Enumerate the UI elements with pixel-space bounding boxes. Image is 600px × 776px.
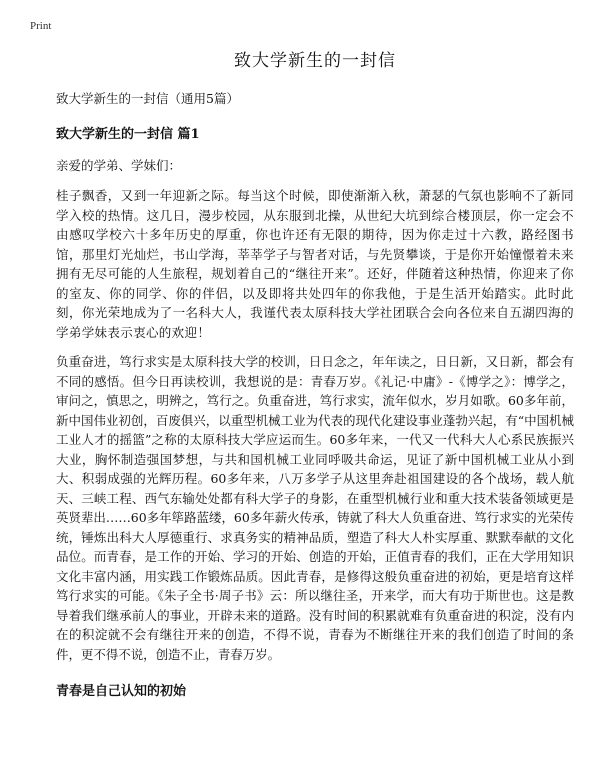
body-paragraph-1: 桂子飘香，又到一年迎新之际。每当这个时候，即使渐渐入秋，萧瑟的气氛也影响不了新同学入校的热情。这几日，漫步校园，从东服到北操，从世纪大坑到综合楼顶层，你一定会不由感叹学校六十多年历史的厚重，你也许还有无限的期待，因为你走过十六教，路经图书馆，那里灯光灿烂，书山学海，莘莘学子与智者对话，与先贤攀谈，于是你开始憧憬着未来拥有无尽可能的人生旅程，规划着自己的“继往开来”。还好，伴随着这种热情，你迎来了你的室友、你的同学、你的伴侣，以及即将共处四年的你我他，于是生活开始踏实。此时此刻，你光荣地成为了一名科大人，我谨代表太原科技大学社团联合会向各位来自五湖四海的学弟学妹表示衷心的欢迎！ [56, 188, 574, 340]
section-heading-2: 青春是自己认知的初始 [56, 684, 187, 699]
body-paragraph-2: 负重奋进，笃行求实是太原科技大学的校训，日日念之，年年读之，日日新，又日新，都会有不同的感悟。但今日再读校训，我想说的是：青春万岁。《礼记·中庸》-《博学之》：博学之，审问之，慎思之，明辨之，笃行之。负重奋进，笃行求实，流年似水，岁月如歌。60多年前，新中国伟业初创，百废俱兴，以重型机械工业为代表的现代化建设事业蓬勃兴起，有“中国机械工业人才的摇篮”之称的太原科技大学应运而生。60多年来，一代又一代科大人心系民族振兴大业，胸怀制造强国梦想，与共和国机械工业同呼吸共命运，见证了新中国机械工业从小到大、积弱成强的光辉历程。60多年来，八万多学子从这里奔赴祖国建设的各个战场，载人航天、三峡工程、西气东输处处都有科大学子的身影，在重型机械行业和重大技术装备领域更是英贤辈出……60多年筚路蓝缕，60多年薪火传承，铸就了科大人负重奋进、笃行求实的光荣传统，锤炼出科大人厚德重行、求真务实的精神品质，塑造了科大人朴实厚重、默默奉献的文化品位。而青春，是工作的开始、学习的开始、创造的开始，正值青春的我们，正在大学用知识文化丰富内涵，用实践工作锻炼品质。因此青春，是修得这般负重奋进的初始，更是培育这样笃行求实的可能。《朱子全书·周子书》云：所以继往圣，开来学，而大有功于斯世也。这是教导着我们继承前人的事业，开辟未来的道路。没有时间的积累就难有负重奋进的积淀，没有内在的积淀就不会有继往开来的创造，不得不说，青春为不断继往开来的我们创造了时间的条件，更不得不说，创造不止，青春万岁。 [56, 354, 574, 662]
print-link[interactable]: Print [30, 20, 52, 32]
document-page [56, 46, 574, 713]
greeting: 亲爱的学弟、学妹们： [56, 158, 182, 173]
section-heading-1: 致大学新生的一封信 篇1 [56, 127, 200, 142]
document-title: 致大学新生的一封信 [234, 51, 396, 71]
document-subtitle: 致大学新生的一封信（通用5篇） [56, 91, 239, 106]
